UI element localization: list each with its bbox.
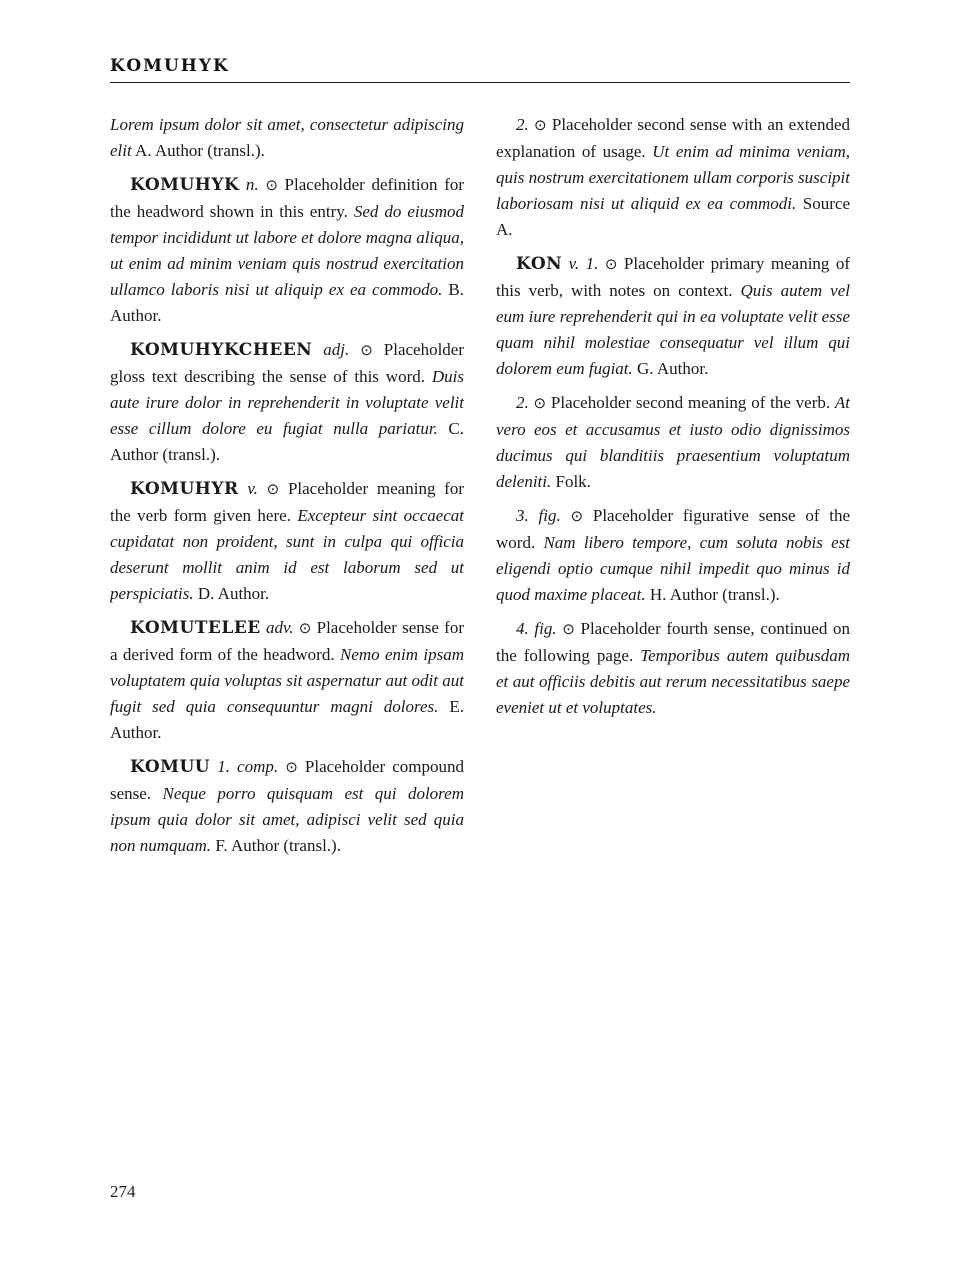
entry-example-text: saepe eveniet ut et voluptates. — [496, 672, 850, 717]
entry-example-keyword: fugit — [110, 697, 142, 716]
entry-example-keyword: laborum — [343, 558, 401, 577]
right-column — [496, 112, 850, 1172]
gloss-marker-icon: ⊙ — [360, 343, 373, 359]
entry-gloss: Placeholder meaning for the verb form given here. — [110, 479, 464, 525]
entry-label: 4. fig. — [516, 619, 557, 638]
entry-source: E. Author. — [110, 697, 464, 742]
dictionary-entry — [110, 337, 464, 468]
entry-example-text: Temporibus autem quibusdam et aut officiis debitis aut rerum — [496, 646, 850, 691]
running-head-text: KOMUHYK — [110, 56, 230, 76]
entry-gloss: Placeholder definition for the headword shown in this entry. — [110, 175, 464, 221]
entry-example-text: Excepteur sint occaecat cupidatat non proident, sunt in culpa qui officia deserunt mollit anim id est — [110, 506, 464, 577]
entry-source: D. Author. — [197, 584, 270, 603]
dictionary-entry — [110, 112, 464, 164]
entry-example-text: Nam libero tempore, cum soluta nobis est eligendi optio cumque nihil impedit quo — [496, 533, 850, 578]
entry-example-text: Sed do eiusmod tempor incididunt ut labore et dolore magna aliqua, ut enim ad — [110, 202, 464, 273]
entry-label: adj. — [323, 340, 350, 359]
entry-example-text: sed ut perspiciatis. — [110, 558, 464, 603]
entry-source: H. Author (transl.). — [649, 585, 780, 604]
entry-example-keyword: minim — [189, 254, 233, 273]
entry-gloss: Placeholder second meaning of the verb. — [550, 393, 831, 412]
left-column — [110, 112, 464, 1172]
gloss-marker-icon: ⊙ — [285, 760, 298, 776]
dictionary-entry — [110, 476, 464, 607]
entry-headword: KOMUHYR — [130, 479, 239, 499]
gloss-marker-icon: ⊙ — [266, 482, 280, 498]
entry-example-text: Duis aute irure dolor in reprehenderit in voluptate velit esse cillum dolore eu — [110, 367, 464, 438]
entry-example-keyword: minus — [789, 559, 830, 578]
entry-example-text: adipiscing elit — [110, 115, 464, 160]
entry-example-text: Neque porro quisquam est qui dolorem ipsum quia dolor sit amet, — [110, 784, 464, 829]
entry-example-text: At vero eos et accusamus et iusto odio dignissimos ducimus qui — [496, 393, 850, 465]
entry-source: F. Author (transl.). — [215, 836, 341, 855]
dictionary-entry — [496, 112, 850, 243]
entry-gloss: Placeholder second sense with an extended explanation of usage. — [496, 115, 850, 161]
entry-example-text: laboriosam nisi ut aliquid ex ea commodi. — [496, 194, 797, 213]
entry-gloss: Placeholder compound sense. — [110, 757, 464, 803]
entry-example-text: sed quia consequuntur magni dolores. — [152, 697, 439, 716]
entry-gloss: Placeholder figurative sense of the word. — [496, 506, 850, 552]
entry-label: 2. — [516, 393, 529, 412]
entry-example-text: Lorem ipsum dolor sit amet, — [110, 115, 305, 134]
gloss-marker-icon: ⊙ — [604, 257, 618, 273]
entry-label: v. 1. — [568, 254, 599, 273]
entry-label: 2. — [516, 115, 529, 134]
entry-label: 3. fig. — [516, 506, 561, 525]
entry-example-text: Quis autem vel eum iure reprehenderit qui in ea voluptate velit esse quam nihil molestiae — [496, 281, 850, 352]
dictionary-entry — [496, 503, 850, 608]
entry-gloss: Placeholder gloss text describing the sense of this word. — [110, 340, 464, 386]
entry-headword: KOMUTELEE — [130, 618, 261, 638]
entry-example-keyword: adipisci — [306, 810, 361, 829]
entry-example-text: nulla pariatur. — [333, 419, 438, 438]
gloss-marker-icon: ⊙ — [534, 118, 547, 134]
entry-example-keyword: fugiat — [282, 419, 323, 438]
entry-example-text: Ut enim ad minima veniam, quis nostrum exercitationem ullam corporis — [496, 142, 850, 187]
entry-gloss: Placeholder primary meaning of this verb, with notes on context. — [496, 254, 850, 300]
entry-source: Source A. — [496, 194, 850, 239]
entry-source: Folk. — [555, 472, 591, 491]
entry-example-text: praesentium voluptatum deleniti. — [496, 446, 850, 491]
entry-source: C. Author (transl.). — [110, 419, 464, 464]
entry-label: n. — [245, 175, 259, 194]
dictionary-entry — [496, 251, 850, 382]
dictionary-entry — [110, 172, 464, 329]
entry-gloss: Placeholder sense for a derived form of the headword. — [110, 618, 464, 664]
entry-example-text: vel illum qui dolorem eum fugiat. — [496, 333, 850, 378]
dictionary-entry — [496, 616, 850, 721]
entry-example-text: Nemo enim ipsam voluptatem quia voluptas sit aspernatur aut odit aut — [110, 645, 464, 690]
entry-example-text: id quod maxime placeat. — [496, 559, 850, 604]
entry-label: v. — [247, 479, 258, 498]
dictionary-entry — [110, 615, 464, 746]
entry-label: adv. — [266, 618, 294, 637]
entry-source: B. Author. — [110, 280, 464, 325]
entry-label: 1. comp. — [217, 757, 279, 776]
running-head — [110, 56, 850, 83]
entry-example-keyword: blanditiis — [599, 446, 665, 465]
gloss-marker-icon: ⊙ — [562, 622, 575, 638]
entry-source: A. Author (transl.). — [135, 141, 265, 160]
entry-headword: KOMUHYKCHEEN — [130, 340, 313, 360]
entry-source: G. Author. — [637, 359, 709, 378]
entry-gloss: Placeholder fourth sense, continued on the following page. — [496, 619, 850, 665]
entry-example-keyword: consectetur — [309, 115, 389, 134]
entry-example-text: velit sed quia non numquam. — [110, 810, 464, 855]
gloss-marker-icon: ⊙ — [570, 509, 584, 525]
gloss-marker-icon: ⊙ — [533, 396, 547, 412]
entry-example-keyword: consequatur — [659, 333, 744, 352]
entry-headword: KON — [516, 254, 563, 274]
entry-headword: KOMUU — [130, 757, 211, 777]
page-number: 274 — [110, 1182, 136, 1201]
gloss-marker-icon: ⊙ — [265, 178, 278, 194]
dictionary-entry — [110, 754, 464, 859]
entry-example-text: veniam quis nostrud exercitation ullamco laboris nisi ut aliquip ex ea commodo. — [110, 254, 464, 299]
entry-example-keyword: suscipit — [798, 168, 850, 187]
gloss-marker-icon: ⊙ — [298, 621, 312, 637]
entry-example-keyword: necessitatibus — [711, 672, 807, 691]
dictionary-entry — [496, 390, 850, 495]
entry-headword: KOMUHYK — [130, 175, 240, 195]
